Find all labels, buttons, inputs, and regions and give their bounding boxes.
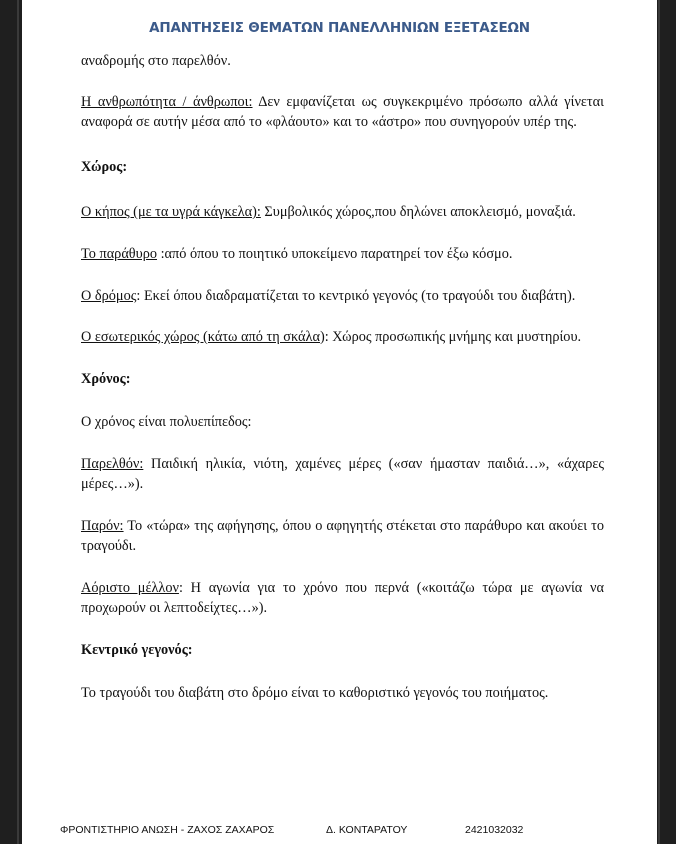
event-heading: Κεντρικό γεγονός: [81,642,193,658]
time-item-text: Παιδική ηλικία, νιότη, χαμένες μέρες («σαν ήμασταν παιδιά…», «άχαρες μέρες…»). [81,456,604,492]
space-item-label: Ο κήπος (με τα υγρά κάγκελα): [81,204,261,220]
footer-phone: 2421032032 [465,824,524,836]
space-heading: Χώρος: [81,159,128,175]
document-body [81,51,604,703]
space-item-text: : Εκεί όπου διαδραματίζεται το κεντρικό γεγονός (το τραγούδι του διαβάτη). [136,288,576,304]
space-item-text: :από όπου το ποιητικό υποκείμενο παρατηρεί τον έξω κόσμο. [157,246,513,262]
event-text: Το τραγούδι του διαβάτη στο δρόμο είναι το καθοριστικό γεγονός του ποιήματος. [81,685,549,701]
humanity-text: Δεν εμφανίζεται ως συγκεκριμένο πρόσωπο αλλά γίνεται αναφορά σε αυτήν μέσα από το «φλάουτο» και το «άστρο» που συνηγορούν υπέρ της. [81,94,604,130]
time-item-label: Παρελθόν: [81,456,144,472]
time-item [81,578,604,618]
intro-line: αναδρομής στο παρελθόν. [81,53,231,69]
space-item [81,244,604,264]
space-item-label: Ο δρόμος [81,288,137,304]
viewer-left-edge [17,0,19,844]
time-intro: Ο χρόνος είναι πολυεπίπεδος: [81,414,252,430]
time-item [81,516,604,556]
footer-author: Δ. ΚΟΝΤΑΡΑΤΟΥ [326,824,408,836]
time-heading: Χρόνος: [81,371,131,387]
humanity-paragraph [81,92,604,132]
time-item-text: : Η αγωνία για το χρόνο που περνά («κοιτάζω τώρα με αγωνία να προχωρούν οι λεπτοδείχτες…»). [81,580,604,616]
space-item [81,202,604,222]
time-item-label: Παρόν: [81,518,124,534]
time-item-text: Το «τώρα» της αφήγησης, όπου ο αφηγητής στέκεται στο παράθυρο και ακούει το τραγούδι. [81,518,604,554]
space-item-text: ): Χώρος προσωπικής μνήμης και μυστηρίου. [319,329,582,345]
time-item-label: Αόριστο μέλλον [81,580,179,596]
space-item [81,327,604,347]
viewer-right-edge [658,0,660,844]
document-page [22,0,657,844]
space-item [81,286,604,306]
footer-school: ΦΡΟΝΤΙΣΤΗΡΙΟ ΑΝΩΣΗ - ΖΑΧΟΣ ΖΑΧΑΡΟΣ [60,824,275,836]
page-header-title: ΑΠΑΝΤΗΣΕΙΣ ΘΕΜΑΤΩΝ ΠΑΝΕΛΛΗΝΙΩΝ ΕΞΕΤΑΣΕΩΝ [149,20,530,36]
space-item-label: Το παράθυρο [81,246,158,262]
time-item [81,454,604,494]
space-item-label: Ο εσωτερικός χώρος (κάτω από τη σκάλα [81,329,320,345]
space-item-text: Συμβολικός χώρος,που δηλώνει αποκλεισμό, μοναξιά. [260,204,576,220]
humanity-label: Η ανθρωπότητα / άνθρωποι: [81,94,253,110]
